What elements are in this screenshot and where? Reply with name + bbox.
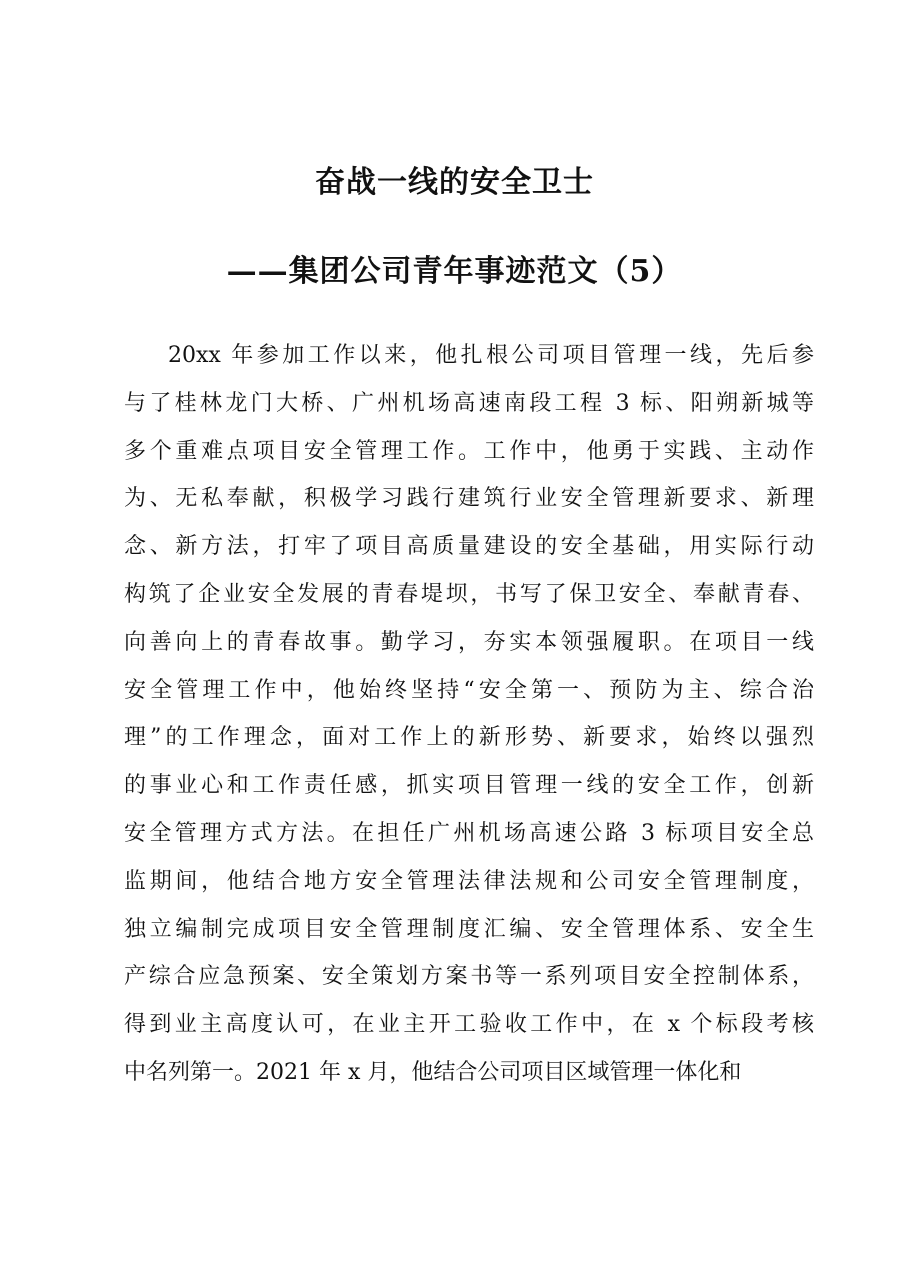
paragraph-line: 的事业心和工作责任感，抓实项目管理一线的安全工作，创新 [124,773,814,799]
document-title: 奋战一线的安全卫士 [315,165,594,200]
paragraph-line: 理”的工作理念，面对工作上的新形势、新要求，始终以强烈 [124,725,814,751]
paragraph-line: 20xx 年参加工作以来，他扎根公司项目管理一线，先后参 [168,343,814,368]
paragraph-line: 向善向上的青春故事。勤学习，夯实本领强履职。在项目一线 [124,629,814,655]
paragraph-line: 监期间，他结合地方安全管理法律法规和公司安全管理制度， [124,868,814,894]
paragraph-line: 与了桂林龙门大桥、广州机场高速南段工程 3 标、阳朔新城等 [124,390,814,416]
paragraph-line: 多个重难点项目安全管理工作。工作中，他勇于实践、主动作 [124,438,814,464]
paragraph-line: 中名列第一。2021 年 x 月，他结合公司项目区域管理一体化和 [124,1059,742,1085]
paragraph-line: 安全管理工作中，他始终坚持“安全第一、预防为主、综合治 [124,677,814,703]
body-paragraph [124,332,814,1097]
paragraph-line: 产综合应急预案、安全策划方案书等一系列项目安全控制体系， [124,964,814,990]
paragraph-line: 构筑了企业安全发展的青春堤坝，书写了保卫安全、奉献青春、 [124,581,814,607]
paragraph-line: 得到业主高度认可，在业主开工验收工作中，在 x 个标段考核 [124,1012,814,1038]
paragraph-line: 念、新方法，打牢了项目高质量建设的安全基础，用实际行动 [124,534,814,560]
paragraph-line: 安全管理方式方法。在担任广州机场高速公路 3 标项目安全总 [124,820,814,846]
paragraph-line: 独立编制完成项目安全管理制度汇编、安全管理体系、安全生 [124,916,814,942]
paragraph-line: 为、无私奉献，积极学习践行建筑行业安全管理新要求、新理 [124,486,814,512]
document-subtitle: ——集团公司青年事迹范文（5） [226,254,683,289]
